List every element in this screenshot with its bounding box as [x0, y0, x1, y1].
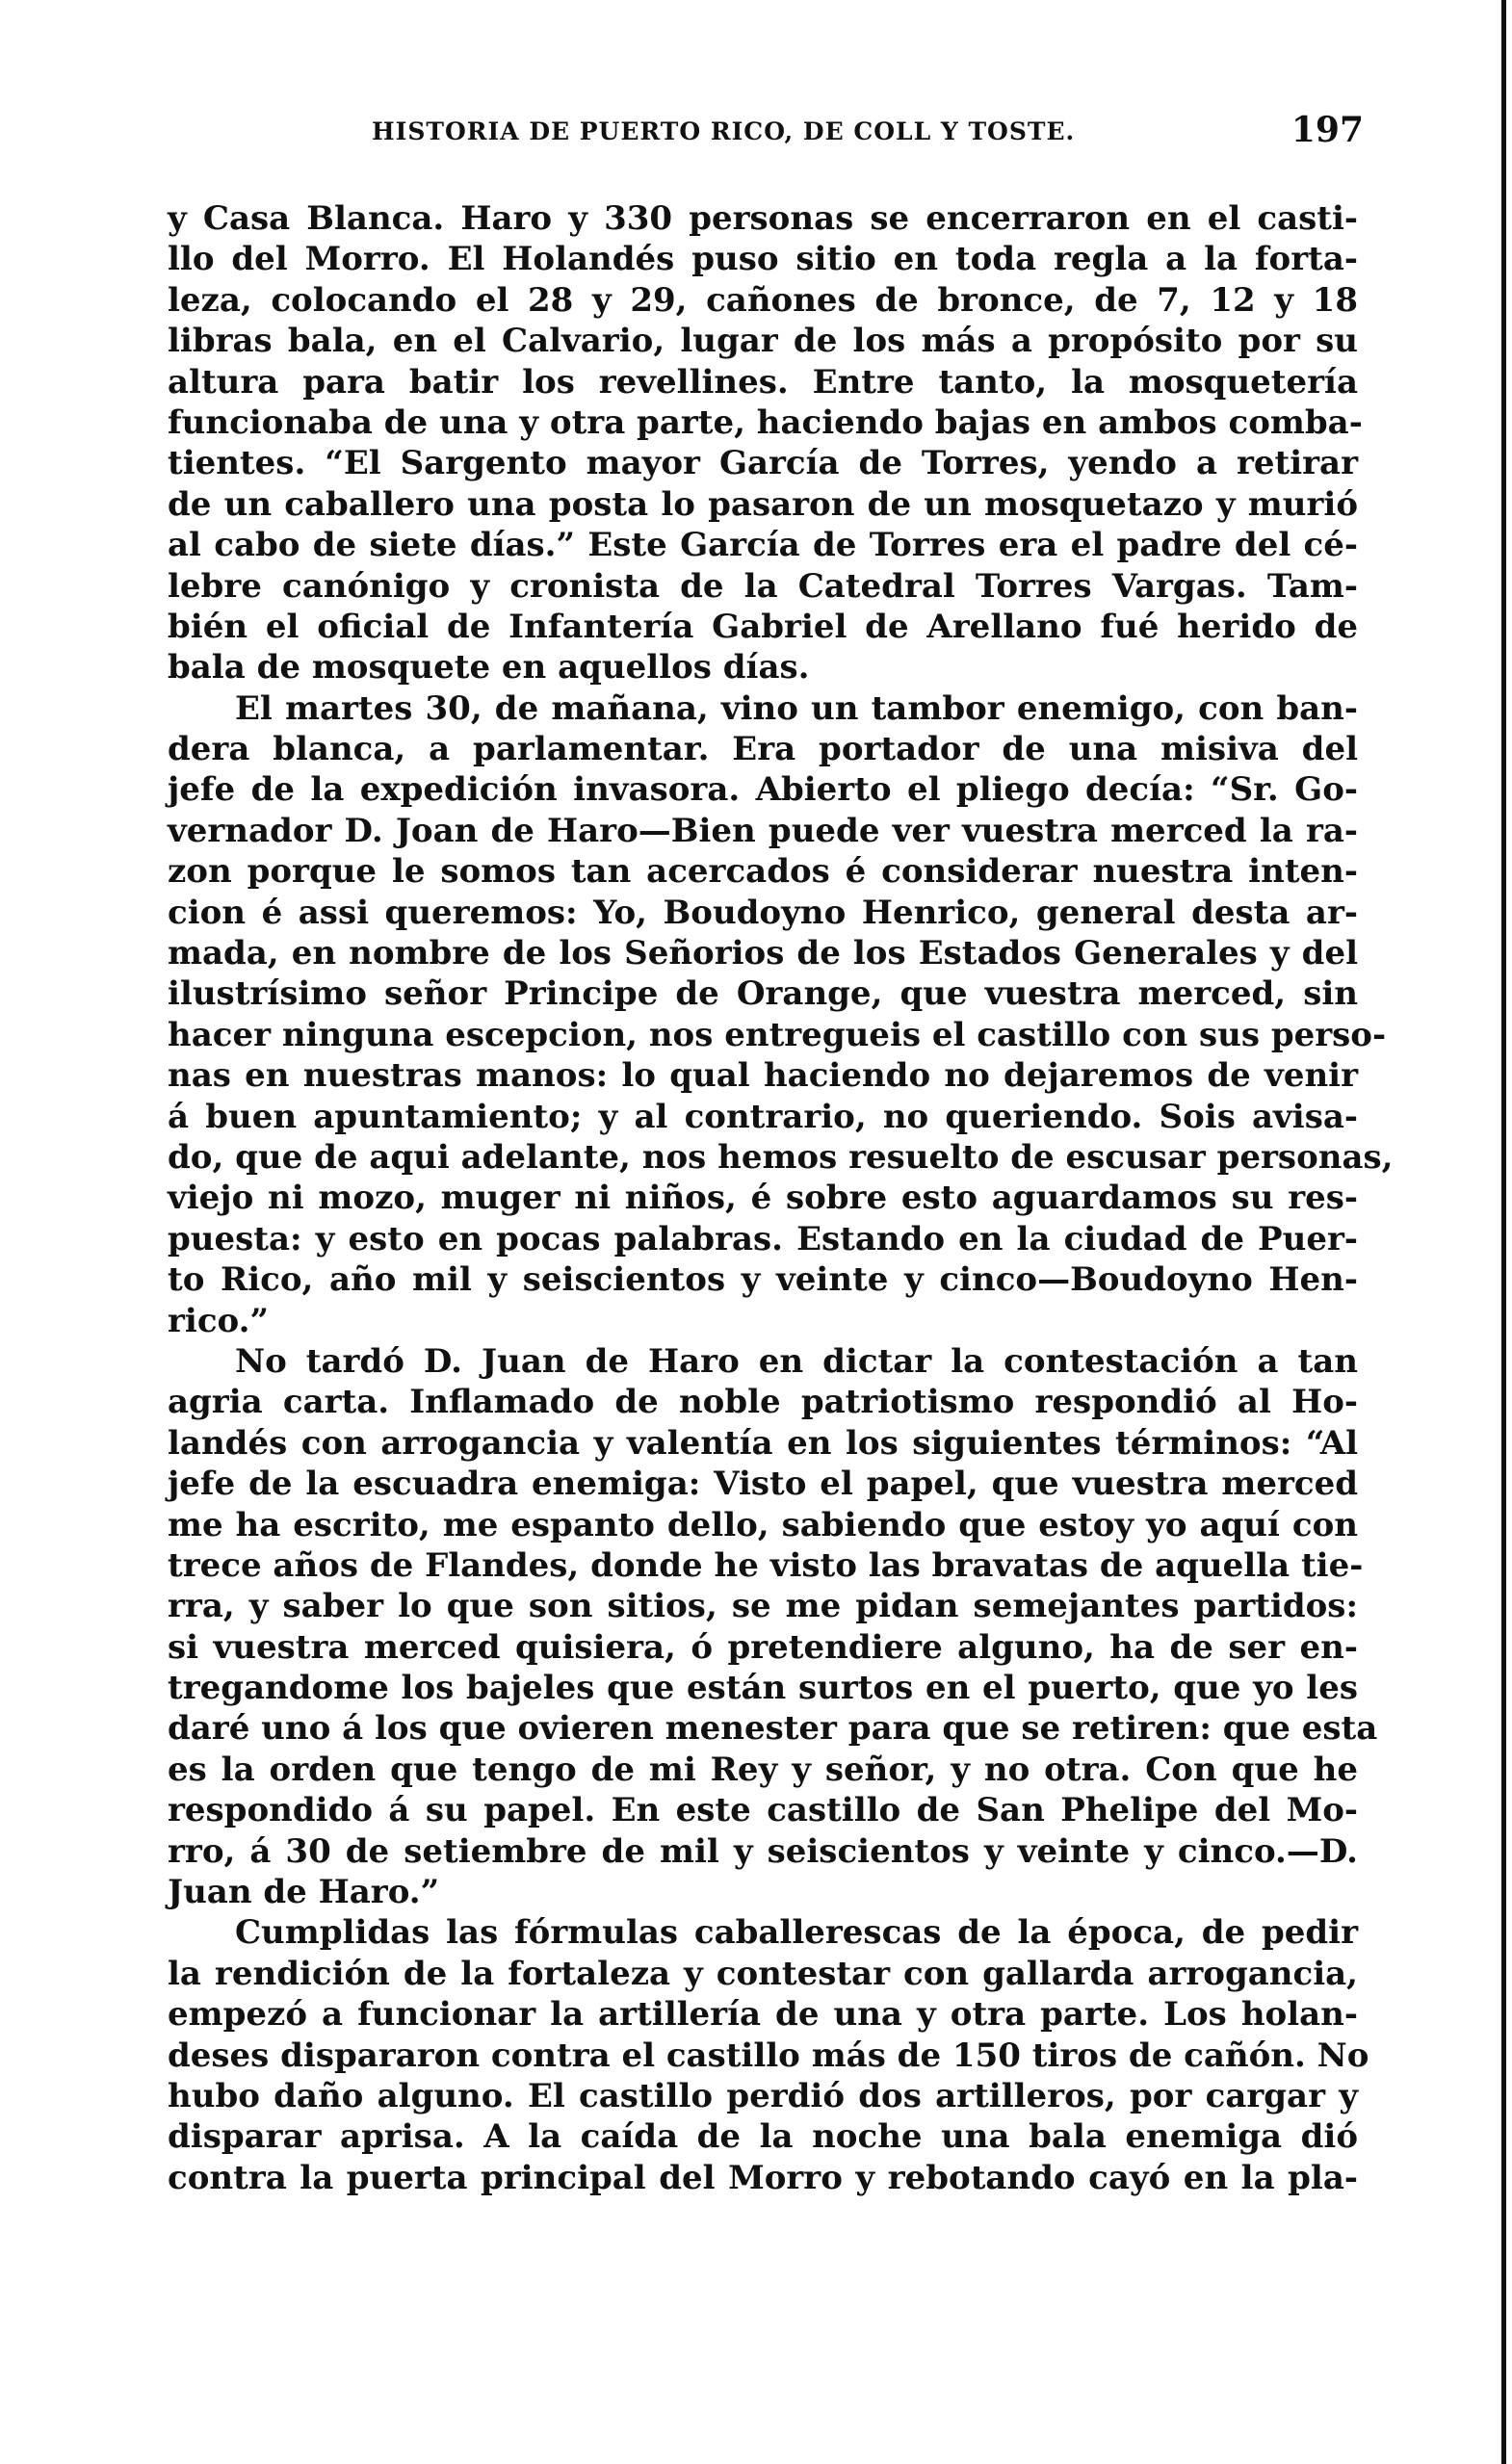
text-line: cion é assi queremos: Yo, Boudoyno Henrico, general desta ar-: [168, 893, 1358, 932]
text-line: Juan de Haro.”: [168, 1873, 440, 1912]
text-line: El martes 30, de mañana, vino un tambor enemigo, con ban-: [235, 688, 1358, 728]
text-line: rro, á 30 de setiembre de mil y seiscientos y veinte y cinco.—D.: [168, 1831, 1358, 1871]
text-line: lebre canónigo y cronista de la Catedral Torres Vargas. Tam-: [168, 566, 1358, 606]
page-header: [169, 110, 1364, 156]
text-line: respondido á su papel. En este castillo de San Phelipe del Mo-: [168, 1791, 1358, 1830]
page-number: 197: [1290, 110, 1364, 150]
text-line: jefe de la escuadra enemiga: Visto el papel, que vuestra merced: [168, 1465, 1358, 1504]
text-line: llo del Morro. El Holandés puso sitio en toda regla a la forta-: [168, 240, 1358, 279]
text-line: vernador D. Joan de Haro—Bien puede ver vuestra merced la ra-: [168, 811, 1358, 850]
text-line: agria carta. Inflamado de noble patriotismo respondió al Ho-: [168, 1383, 1358, 1422]
text-line: nas en nuestras manos: lo qual haciendo no dejaremos de venir: [168, 1056, 1358, 1096]
text-line: libras bala, en el Calvario, lugar de los más a propósito por su: [168, 322, 1358, 361]
text-line: á buen apuntamiento; y al contrario, no queriendo. Sois avisa-: [168, 1097, 1358, 1136]
text-line: daré uno á los que ovieren menester para que se retiren: que esta: [168, 1709, 1378, 1749]
text-line: contra la puerta principal del Morro y rebotando cayó en la pla-: [168, 2158, 1358, 2197]
text-line: hacer ninguna escepcion, nos entregueis el castillo con sus perso-: [168, 1015, 1387, 1054]
text-line: ilustrísimo señor Principe de Orange, que vuestra merced, sin: [168, 974, 1358, 1014]
text-line: altura para batir los revellines. Entre tanto, la mosquetería: [168, 362, 1358, 402]
text-line: bala de mosquete en aquellos días.: [168, 648, 810, 687]
text-line: tientes. “El Sargento mayor García de Torres, yendo a retirar: [168, 444, 1358, 483]
text-line: puesta: y esto en pocas palabras. Estando en la ciudad de Puer-: [168, 1219, 1358, 1258]
text-line: leza, colocando el 28 y 29, cañones de bronce, de 7, 12 y 18: [168, 280, 1358, 320]
text-line: zon porque le somos tan acercados é considerar nuestra inten-: [168, 852, 1358, 892]
text-line: dera blanca, a parlamentar. Era portador de una misiva del: [168, 730, 1358, 769]
text-line: si vuestra merced quisiera, ó pretendiere alguno, ha de ser en-: [168, 1627, 1358, 1667]
text-line: do, que de aqui adelante, nos hemos resuelto de escusar personas,: [168, 1137, 1394, 1177]
page-edge-rule: [1501, 0, 1506, 2464]
text-line: al cabo de siete días.” Este García de Torres era el padre del cé-: [168, 526, 1358, 565]
text-line: Cumplidas las fórmulas caballerescas de la época, de pedir: [235, 1913, 1358, 1953]
text-line: me ha escrito, me espanto dello, sabiendo que estoy yo aquí con: [168, 1505, 1358, 1544]
text-line: disparar aprisa. A la caída de la noche una bala enemiga dió: [168, 2117, 1358, 2157]
text-line: hubo daño alguno. El castillo perdió dos artilleros, por cargar y: [168, 2076, 1358, 2115]
text-line: la rendición de la fortaleza y contestar con gallarda arrogancia,: [168, 1954, 1358, 1993]
text-line: to Rico, año mil y seiscientos y veinte y cinco—Boudoyno Hen-: [168, 1260, 1358, 1300]
text-line: landés con arrogancia y valentía en los siguientes términos: “Al: [168, 1423, 1358, 1463]
text-line: bién el oficial de Infantería Gabriel de Arellano fué herido de: [168, 607, 1358, 646]
text-line: trece años de Flandes, donde he visto las bravatas de aquella tie-: [168, 1545, 1364, 1585]
text-line: mada, en nombre de los Señorios de los Estados Generales y del: [168, 934, 1358, 973]
body-text: [168, 198, 1394, 2198]
text-line: funcionaba de una y otra parte, haciendo bajas en ambos comba-: [168, 402, 1363, 442]
text-line: y Casa Blanca. Haro y 330 personas se encerraron en el casti-: [168, 199, 1358, 238]
text-line: tregandome los bajeles que están surtos en el puerto, que yo les: [168, 1669, 1358, 1708]
text-line: jefe de la expedición invasora. Abierto el pliego decía: “Sr. Go-: [168, 770, 1358, 810]
text-line: es la orden que tengo de mi Rey y señor, y no otra. Con que he: [168, 1750, 1358, 1789]
text-line: No tardó D. Juan de Haro en dictar la contestación a tan: [235, 1341, 1358, 1381]
text-line: deses dispararon contra el castillo más de 150 tiros de cañón. No: [168, 2036, 1369, 2075]
text-line: rico.”: [168, 1301, 270, 1340]
text-line: empezó a funcionar la artillería de una y otra parte. Los holan-: [168, 1995, 1358, 2035]
text-line: de un caballero una posta lo pasaron de un mosquetazo y murió: [168, 484, 1358, 524]
text-line: rra, y saber lo que son sitios, se me pidan semejantes partidos:: [168, 1587, 1358, 1626]
running-head: HISTORIA DE PUERTO RICO, DE COLL Y TOSTE.: [372, 117, 1076, 145]
text-line: viejo ni mozo, muger ni niños, é sobre esto aguardamos su res-: [168, 1179, 1358, 1218]
